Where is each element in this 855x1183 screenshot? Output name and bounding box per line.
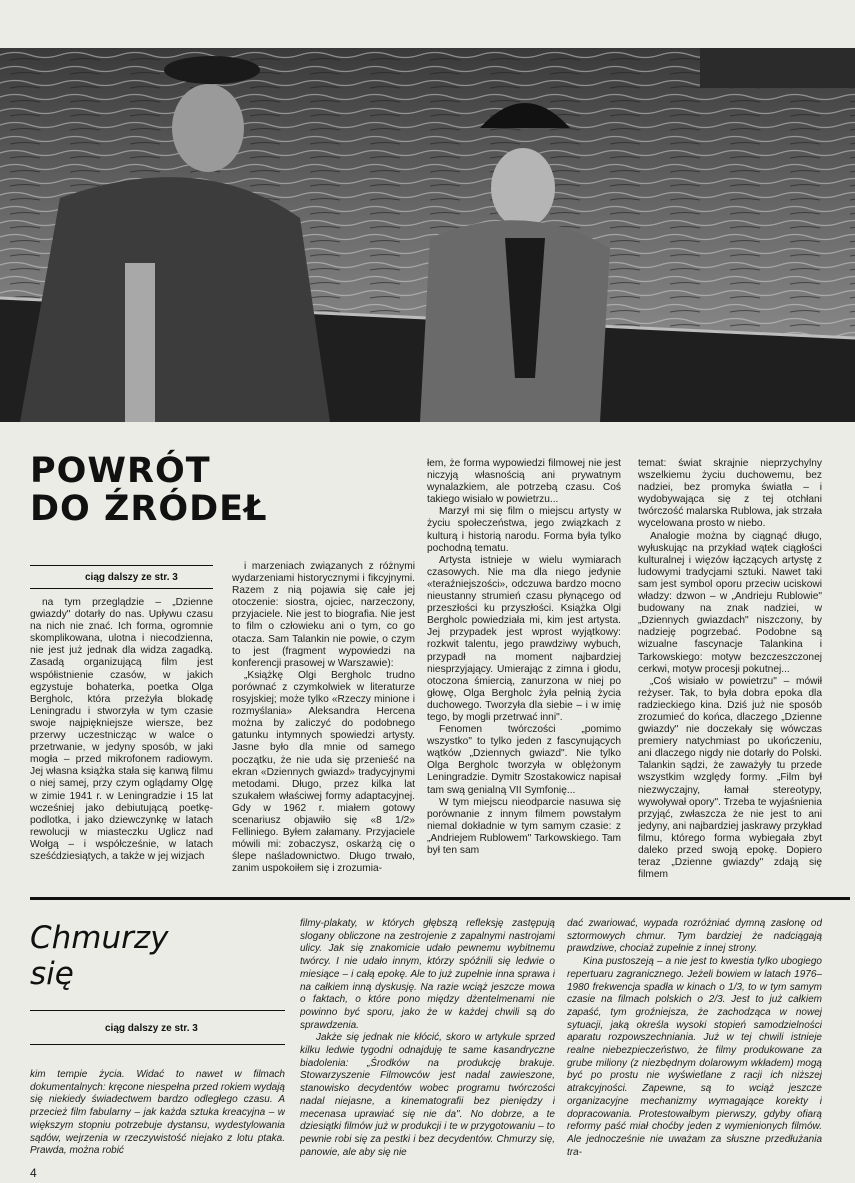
continued-label-2: ciąg dalszy ze str. 3 <box>105 1023 198 1034</box>
article2-column-2: filmy-plakaty, w których głębszą refleksję zastępują slogany obliczone na zestrojenie z zapalnymi nastrojami ulicy. Jak się znakomicie udało pewnemu wybitnemu twórcy. I nie udało innym, którzy spóźnili się ledwie o miesiące – i całą epokę. Ale to już zupełnie inna sprawa i na całkiem inną dyskusję. Na razie wciąż jeszcze mowa o faktach, o które pono między dżentelmenami nie powinno być sporu, jako że w każdej chwili są do sprawdzenia. Jakże się jednak nie kłócić, skoro w artykule sprzed kilku ledwie tygodni odnajduję te same kasandryczne biadolenia: „Środków na produkcję brakuje. Stowarzyszenie Filmowców jest nadal zawieszone, stanowisko decydentów wobec programu twórczości nadal niejasne, a kinematografii bez pieniędzy i mecenasa uprawiać się nie da". No dobrze, a te dziesiątki filmów już w produkcji i te w przygotowaniu – to pewnie robi się za pestki i bez decydentów. Chmurzy się, panowie, ale aby się nie <box>300 918 555 1158</box>
photo-boat-scene <box>0 48 855 422</box>
title2-line-2: się <box>30 956 74 992</box>
article2-column-3: dać zwariować, wypada rozróżniać dymną zasłonę od sztormowych chmur. Tym bardziej że nadciągają prawdziwe, chociaż zupełnie z innej strony. Kina pustoszeją – a nie jest to kwestia tylko ubogiego repertuaru zagranicznego. Jeżeli bowiem w latach 1976–1980 frekwencja spadła w kinach o 1/3, to w tym samym czasie na filmach polskich o 2/3. Jest to już całkiem zapaść, tym groźniejsza, że zachodząca w nowej sytuacji, jaką określa wysoki stopień samodzielności aparatu rozpowszechniania. Już w tej chwili istnieje realne niebezpieczeństwo, że filmy produkowane za grube miliony (z niezbędnym dolarowym wkładem) mogą być po prostu nie wyświetlane z racji ich niższej atrakcyjności. Zapewne, są to wciąż jeszcze organizacyjne mechanizmy wymagające korekty i dopracowania. Protestowałbym pierwszy, gdyby ofiarą reformy paść miał choćby jeden z wymienionych filmów. Ale jednocześnie nie uważam za słuszne przedłużania tra- <box>567 918 822 1158</box>
rule2-top <box>30 1010 285 1011</box>
title2-line-1: Chmurzy <box>30 920 169 956</box>
rule-bottom <box>30 588 213 589</box>
title-line-2: DO ŹRÓDEŁ <box>30 489 268 529</box>
rule-top <box>30 565 213 566</box>
article-column-4: temat: świat skrajnie nieprzychylny wszelkiemu życiu duchowemu, bez nadziei, bez promyka światła – i wydobywająca się z tej otchłani twórczość malarska Rublowa, jak strzała wycelowana prosto w niebo. Analogie można by ciągnąć długo, wyłuskując na przykład wątek ciągłości kulturalnej i więzów łączących artystę z ludowymi tradycjami sztuki. Nawet taki sam jest symbol oporu przeciw uciskowi władzy: dzwon – w „Andrieju Rublowie" budowany na znak nadziei, w „Dziennych gwiazdach" niszczony, by nadzieję pogrzebać. Podobne są wizualne fascynacje Talankina i Tarkowskiego: motyw bezczeszczonej cerkwi, motyw procesji pokutnej... „Coś wisiało w powietrzu" – mówił reżyser. Tak, to była dobra epoka dla radzieckiego kina. Dziś już nie sposób zrozumieć do końca, dlaczego „Dzienne gwiazdy" nie doczekały się wówczas premiery natychmiast po ukończeniu, ani dlaczego nigdy nie dotarły do Polski. Talankin sądzi, że zaważyły tu przede wszystkim względy formy. „Film był niezwyczajny, łamał stereotypy, wywoływał opory". Trzeba te wyjaśnienia przyjąć, zwłaszcza że nie jest to ani jedyny, ani najbardziej jaskrawy przykład filmu, którego forma wybiegała zbyt daleko przed swoją epokę. Dopiero teraz „Dzienne gwiazdy" zdają się filmem <box>638 458 822 881</box>
page-number: 4 <box>30 1166 37 1180</box>
article-column-1: na tym przeglądzie – „Dzienne gwiazdy" dotarły do nas. Upływu czasu na nich nie znać. Ich forma, ogromnie skomplikowana, ulotna i niecodzienna, nie jest już jednak dla widza zagadką. Zasadą organizującą film jest współistnienie czasów, w jakich egzystuje bohaterka, poetka Olga Bergholc, która przeżyła blokadę Leningradu i stworzyła w tym czasie swoje najpiękniejsze wiersze, bez przerwy uczestnicząc w walce o przetrwanie, w jedyny sposób, w jaki mogła – przed mikrofonem radiowym. Jej własna książka stała się kanwą filmu o niej samej, przy czym oglądamy Olgę w zimie 1941 r. w Leningradzie i 15 lat wcześniej jako debiutującą poetkę-podlotka, i jako dziewczynkę w latach rewolucji w miasteczku Uglicz nad Wołgą – i współcześnie, w latach sześćdziesiątych, a także w jej wizjach <box>30 597 213 862</box>
article-title <box>30 452 268 528</box>
article-column-2: i marzeniach związanych z różnymi wydarzeniami historycznymi i fikcyjnymi. Razem z nią pojawia się całe jej otoczenie: siostra, ojciec, narzeczony, przyjaciele. Nie jest to biografia. Nie jest to film o człowieku ani o tym, co go otacza. Sam Talankin nie powie, o czym to jest (fragment wypowiedzi na konferencji prasowej w Warszawie): „Książkę Olgi Bergholc trudno porównać z czymkolwiek w literaturze rosyjskiej; może tylko «Rzeczy minione i rozmyślania» Aleksandra Hercena można by zaliczyć do podobnego gatunku intymnych spowiedzi artysty. Jasne było dla mnie od samego początku, że nie uda się przenieść na ekran «Dziennych gwiazd» tradycyjnymi metodami. Długo, przez kilka lat szukałem właściwej formy adaptacyjnej. Gdy w 1962 r. miałem gotowy scenariusz objawiło się «8 1/2» Felliniego. Byłem załamany. Przyjaciele mówili mi: zobaczysz, oskarżą cię o ślepe naśladownictwo. Długo trwało, zanim uspokoiłem się i zrozumia- <box>232 561 415 875</box>
article2-column-1: kim tempie życia. Widać to nawet w filmach dokumentalnych: kręcone niespełna przed rokiem wydają się niekiedy świadectwem bardzo odległego czasu. A przecież film fabularny – jak każda sztuka kreacyjna – w większym stopniu potrzebuje dystansu, wydestylowania sądów, wejrzenia w rzeczywistość niejako z lotu ptaka. Prawda, można robić <box>30 1069 285 1157</box>
continued-label: ciąg dalszy ze str. 3 <box>85 572 178 583</box>
rule2-bottom <box>30 1044 285 1045</box>
article-separator <box>30 897 850 900</box>
article2-title <box>30 920 169 992</box>
title-line-1: POWRÓT <box>30 451 211 491</box>
article-column-3: łem, że forma wypowiedzi filmowej nie jest niczyją własnością ani prywatnym wynalazkiem, ale potrzebą czasu. Coś takiego wisiało w powietrzu... Marzył mi się film o miejscu artysty w życiu społeczeństwa, jego związkach z kulturą i historią narodu. Forma była tylko pochodną tematu. Artysta istnieje w wielu wymiarach czasowych. Nie ma dla niego jedynie «teraźniejszości», odczuwa bardzo mocno nieustanny strumień czasu płynącego od przeszłości ku przyszłości. Książka Olgi Bergholc powiedziała mi, kim jest artysta. Jej przypadek jest wprost wyjątkowy: rozkwit talentu, jego prawdziwy wybuch, przypadł na moment najbardziej niesprzyjający. Umierając z zimna i głodu, otoczona śmiercią, zanurzona w niej po głowę, Olga Bergholc żyła pełnią życia duchowego. Tworzyła dla siebie – i w imię tego, by mogli przetrwać inni". Fenomen twórczości „pomimo wszystko" to tylko jeden z fascynujących wątków „Dziennych gwiazd". Nie tylko Olga Bergholc tworzyła w oblężonym Leningradzie. Dymitr Szostakowicz napisał tam swą genialną VII Symfonię... W tym miejscu nieodparcie nasuwa się porównanie z innym filmem powstałym niemal dokładnie w tym samym czasie: z „Andriejem Rublowem" Tarkowskiego. Tam był ten sam <box>427 458 621 856</box>
